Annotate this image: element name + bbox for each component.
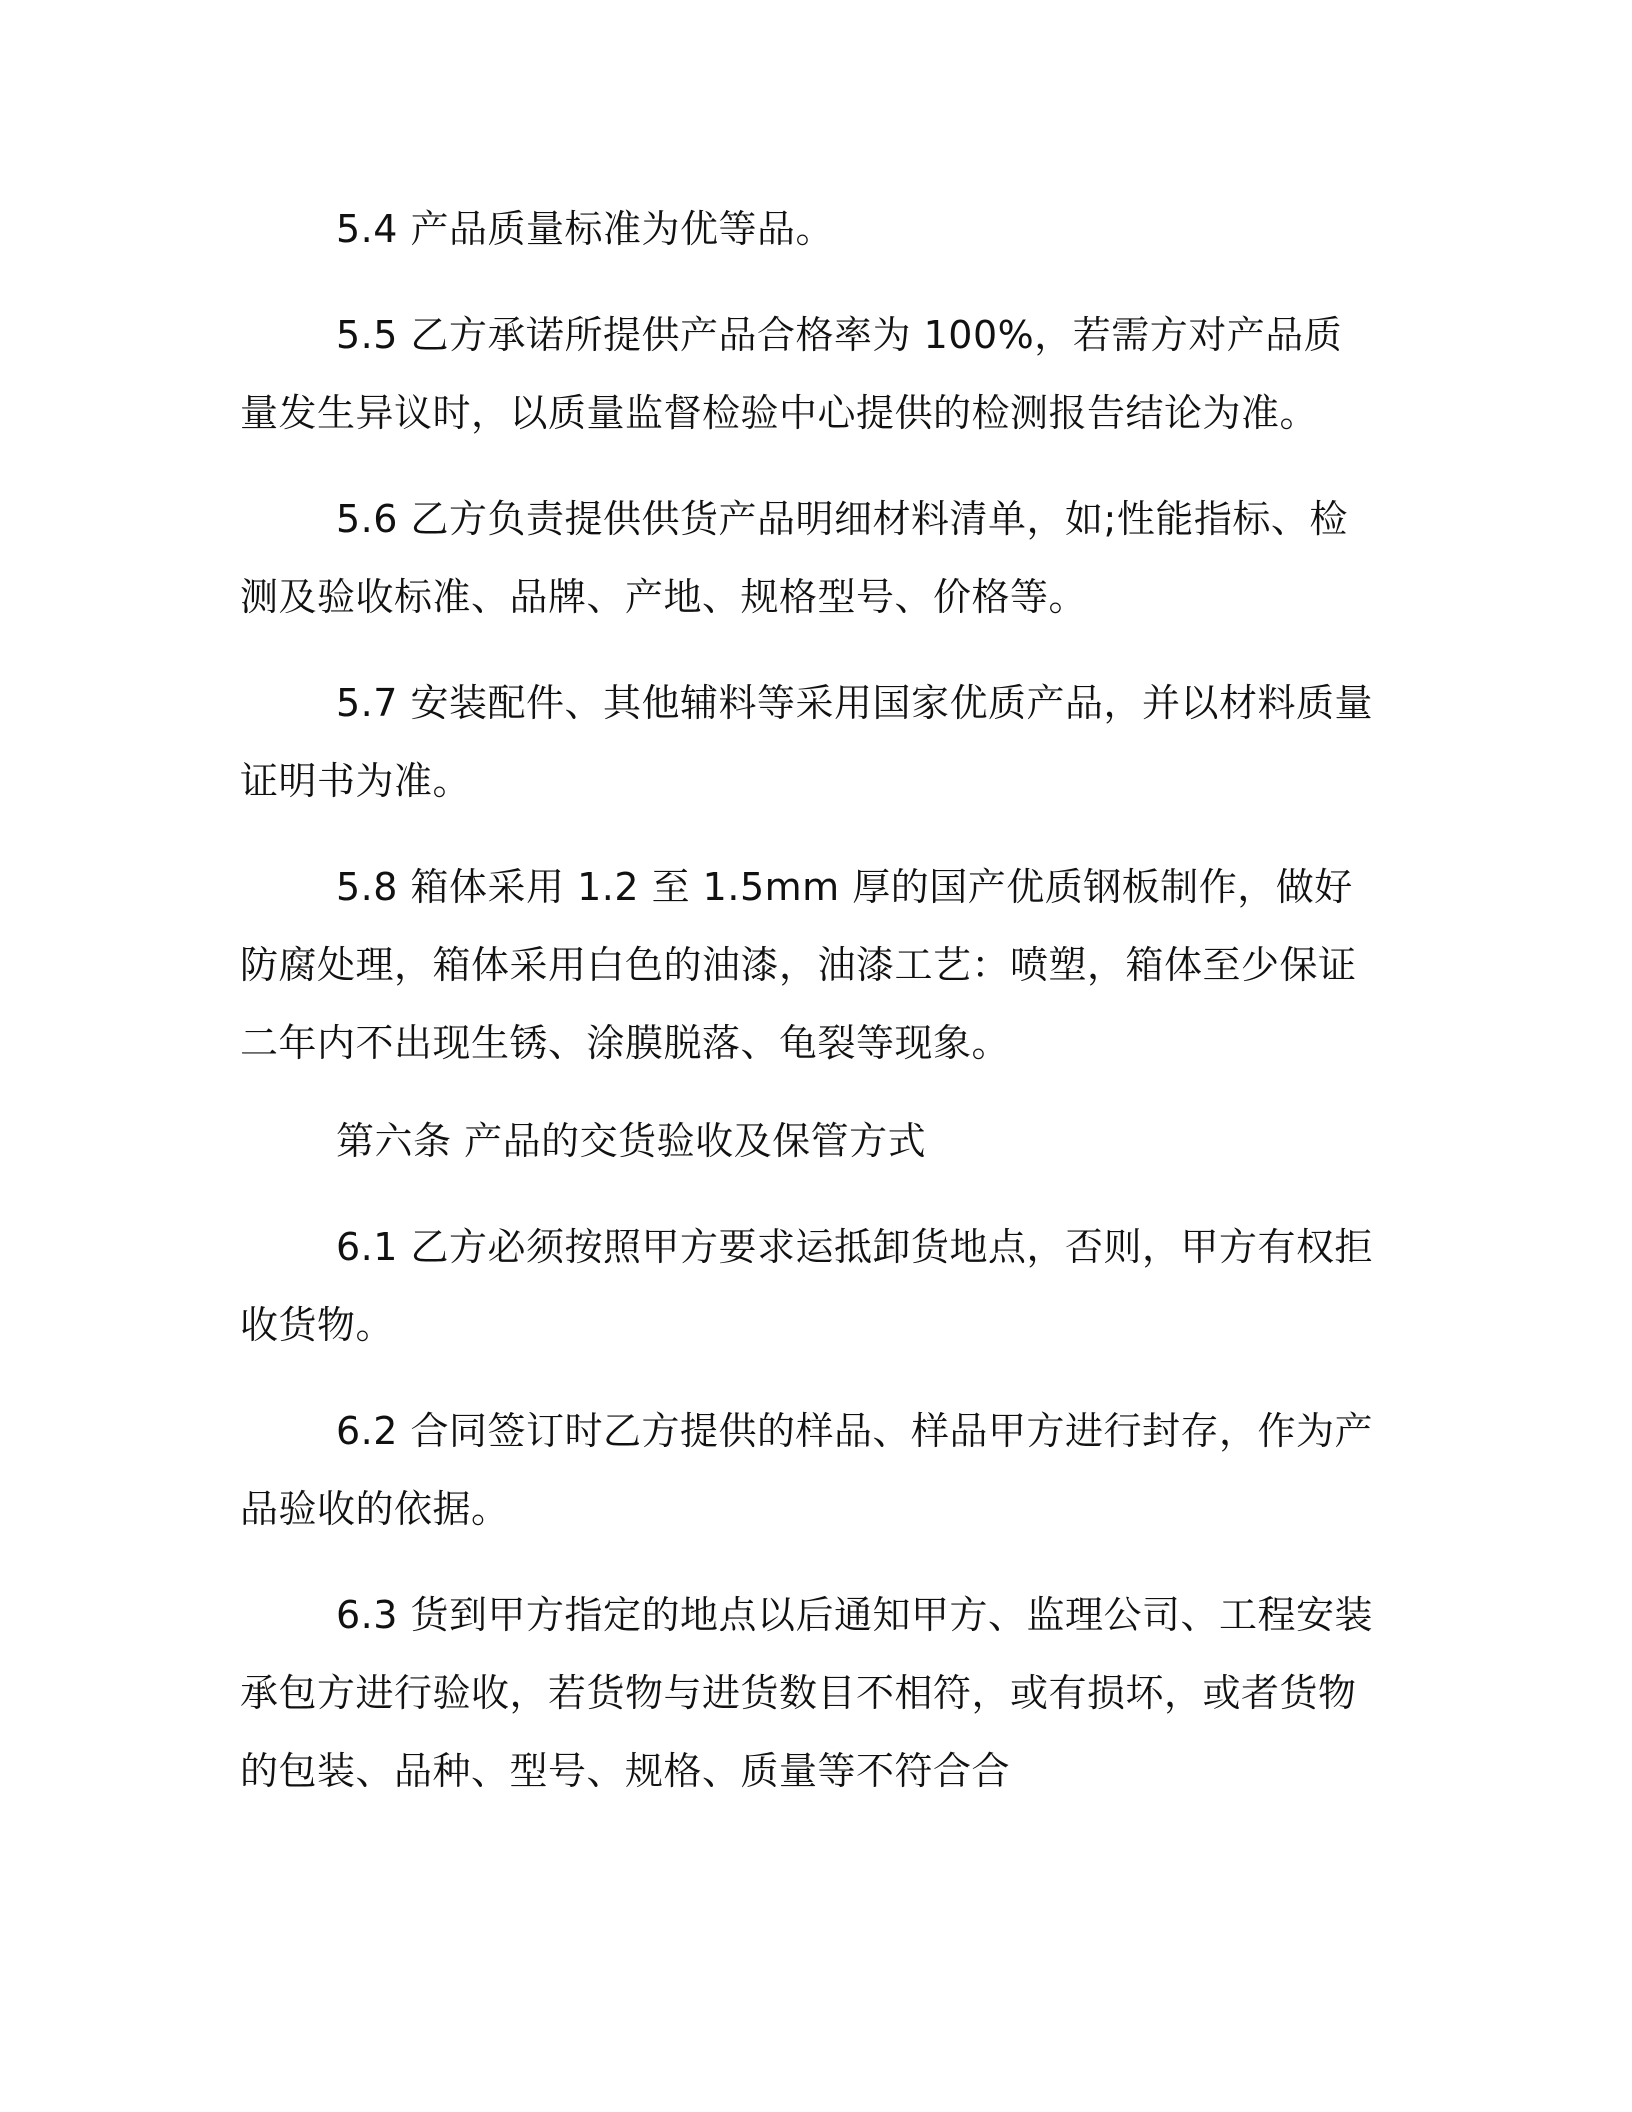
document-body — [240, 190, 1380, 1810]
clause-5-8: 5.8 箱体采用 1.2 至 1.5mm 厚的国产优质钢板制作，做好防腐处理，箱体采用白色的油漆，油漆工艺：喷塑，箱体至少保证二年内不出现生锈、涂膜脱落、龟裂等现象。 — [240, 865, 1357, 1065]
article-6-heading: 第六条 产品的交货验收及保管方式 — [336, 1119, 927, 1163]
clause-5-7: 5.7 安装配件、其他辅料等采用国家优质产品，并以材料质量证明书为准。 — [240, 681, 1374, 803]
clause-5-5: 5.5 乙方承诺所提供产品合格率为 100%，若需方对产品质量发生异议时，以质量监督检验中心提供的检测报告结论为准。 — [240, 313, 1343, 435]
clause-6-1: 6.1 乙方必须按照甲方要求运抵卸货地点，否则，甲方有权拒收货物。 — [240, 1225, 1374, 1347]
clause-6-2: 6.2 合同签订时乙方提供的样品、样品甲方进行封存，作为产品验收的依据。 — [240, 1409, 1374, 1531]
clause-5-6: 5.6 乙方负责提供供货产品明细材料清单，如;性能指标、检测及验收标准、品牌、产地、规格型号、价格等。 — [240, 497, 1348, 619]
clause-6-3: 6.3 货到甲方指定的地点以后通知甲方、监理公司、工程安装承包方进行验收，若货物与进货数目不相符，或有损坏，或者货物的包装、品种、型号、规格、质量等不符合合 — [240, 1593, 1374, 1793]
clause-5-4: 5.4 产品质量标准为优等品。 — [336, 207, 835, 251]
